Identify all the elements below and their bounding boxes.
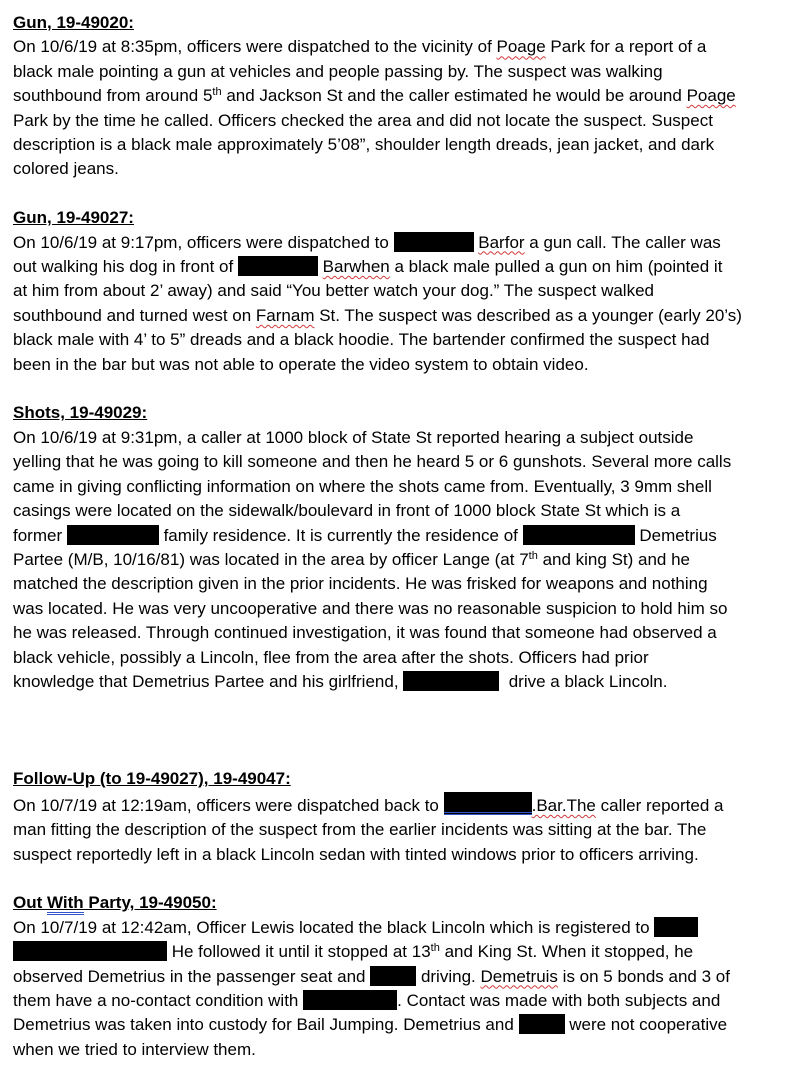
entry-follow-up-19-49047 <box>13 767 795 867</box>
text-line: yelling that he was going to kill someone and then he heard 5 or 6 gunshots. Several more calls <box>13 452 732 472</box>
redaction-box <box>519 1014 565 1034</box>
spellcheck-word: .Bar.The <box>531 795 596 815</box>
text-line: Park by the time he called. Officers checked the area and did not locate the suspect. Suspect <box>13 110 713 130</box>
text-line: On 10/7/19 at 12:42am, Officer Lewis located the black Lincoln which is registered to <box>13 916 795 940</box>
text-line: On 10/6/19 at 9:17pm, officers were dispatched to Barfor a gun call. The caller was <box>13 232 721 252</box>
redaction-box <box>303 990 397 1010</box>
text-line: Demetrius was taken into custody for Bail Jumping. Demetrius and were not cooperative <box>13 1015 728 1035</box>
text-line: southbound from around 5th and Jackson St and the caller estimated he would be around Poage <box>13 86 736 106</box>
spellcheck-word: Poage <box>686 86 736 106</box>
redaction-box <box>67 525 159 545</box>
entry-heading: Gun, 19-49027: <box>13 208 134 228</box>
text-line: been in the bar but was not able to operate the video system to obtain video. <box>13 354 589 374</box>
text-line: casings were located on the sidewalk/boulevard in front of 1000 block State St which is a <box>13 501 681 521</box>
spellcheck-word: Farnam <box>255 305 315 325</box>
entry-gun-19-49027 <box>13 206 795 377</box>
redaction-box <box>403 671 499 691</box>
entry-heading: Out With Party, 19-49050: <box>13 891 795 915</box>
text-line: observed Demetrius in the passenger seat and driving. Demetruis is on 5 bonds and 3 of <box>13 966 730 986</box>
text-line: he was released. Through continued investigation, it was found that someone had observed a <box>13 623 717 643</box>
text-line: description is a black male approximately 5’08”, shoulder length dreads, jean jacket, and dark <box>13 135 715 155</box>
text-line: knowledge that Demetrius Partee and his girlfriend, drive a black Lincoln. <box>13 671 668 691</box>
entry-shots-19-49029 <box>13 401 795 694</box>
entry-heading: Gun, 19-49020: <box>13 13 134 32</box>
text-line: suspect reportedly left in a black Lincoln sedan with tinted windows prior to officers arriving. <box>13 844 699 864</box>
spellcheck-word: Barwhen <box>322 257 390 277</box>
text-line: On 10/6/19 at 8:35pm, officers were dispatched to the vicinity of Poage Park for a report of a <box>13 37 707 57</box>
text-line: former family residence. It is currently the residence of Demetrius <box>13 525 717 545</box>
text-line: black male pointing a gun at vehicles and people passing by. The suspect was walking <box>13 61 663 81</box>
text-line: black vehicle, possibly a Lincoln, flee from the area after the shots. Officers had prior <box>13 647 649 667</box>
redaction-box <box>654 917 698 937</box>
document-page <box>13 11 795 1062</box>
text-line: On 10/7/19 at 12:19am, officers were dispatched back to .Bar.The caller reported a <box>13 792 795 818</box>
redaction-box <box>370 966 416 986</box>
entry-out-with-party-19-49050 <box>13 891 795 1062</box>
redaction-box <box>523 525 635 545</box>
text-line: when we tried to interview them. <box>13 1039 256 1059</box>
text-line: was located. He was very uncooperative and there was no reasonable suspicion to hold him so <box>13 598 728 618</box>
text-line: matched the description given in the prior incidents. He was frisked for weapons and nothing <box>13 574 708 594</box>
redaction-box <box>13 941 167 961</box>
entry-gun-19-49020 <box>13 11 795 182</box>
spellcheck-word: Demetruis <box>480 966 558 986</box>
entry-heading: Shots, 19-49029: <box>13 403 148 423</box>
text-line: southbound and turned west on Farnam St. The suspect was described as a younger (early 20’s) <box>13 305 742 325</box>
text-line: On 10/6/19 at 9:31pm, a caller at 1000 block of State St reported hearing a subject outside <box>13 427 694 447</box>
text-line: Partee (M/B, 10/16/81) was located in the area by officer Lange (at 7th and king St) and he <box>13 549 691 569</box>
text-line: He followed it until it stopped at 13th and King St. When it stopped, he <box>13 940 795 964</box>
text-line: out walking his dog in front of Barwhen a black male pulled a gun on him (pointed it <box>13 257 723 277</box>
entry-heading: Follow-Up (to 19-49027), 19-49047: <box>13 769 291 789</box>
superscript: th <box>430 942 440 955</box>
text-line: at him from about 2’ away) and said “You better watch your dog.” The suspect walked <box>13 281 654 301</box>
redaction-box <box>394 232 474 252</box>
text-line: them have a no-contact condition with . Contact was made with both subjects and <box>13 990 721 1010</box>
text-line: colored jeans. <box>13 159 119 179</box>
text-line: came in giving conflicting information on where the shots came from. Eventually, 3 9mm shell <box>13 476 712 496</box>
text-line: man fitting the description of the suspect from the earlier incidents was sitting at the bar. The <box>13 820 707 840</box>
spellcheck-word: Poage <box>496 37 546 57</box>
text-line: black male with 4’ to 5” dreads and a black hoodie. The bartender confirmed the suspect had <box>13 330 710 350</box>
redaction-box <box>444 792 532 815</box>
redaction-box <box>238 256 318 276</box>
spellcheck-word: Barfor <box>478 232 525 252</box>
superscript: th <box>212 86 222 99</box>
superscript: th <box>528 549 538 562</box>
